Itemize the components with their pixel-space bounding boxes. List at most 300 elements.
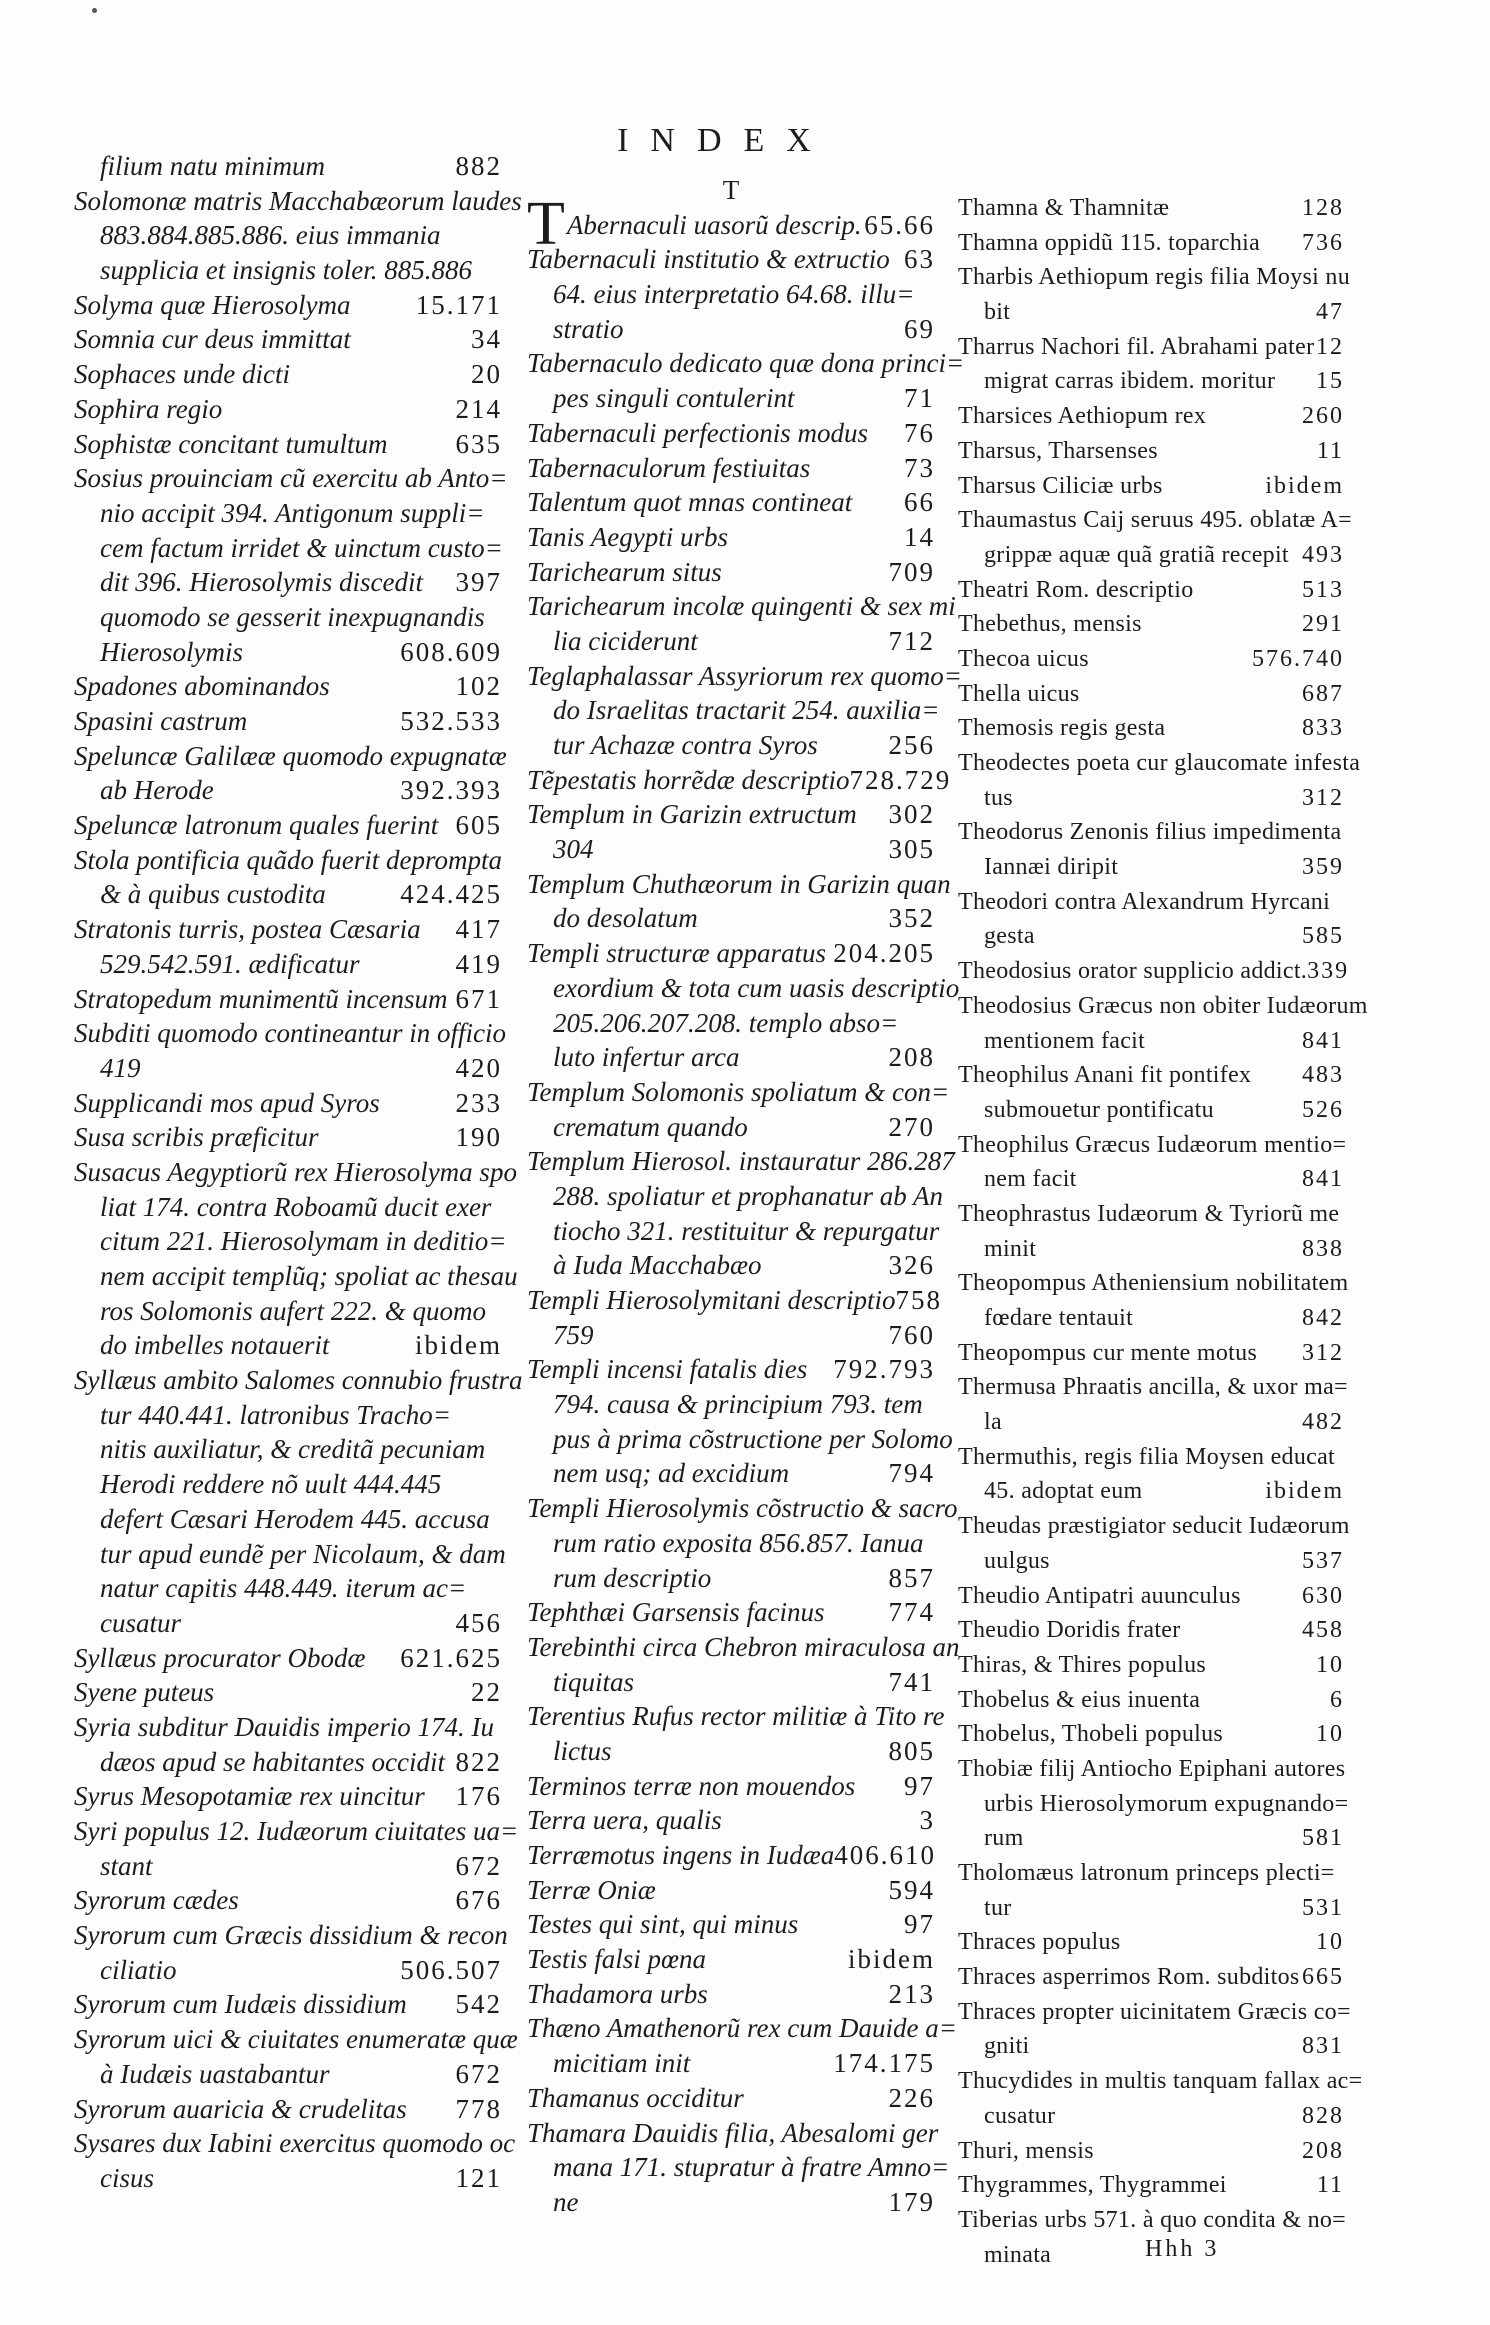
entry-text: supplicia et insignis toler. 885.886 (100, 255, 473, 286)
index-entry-continuation (527, 624, 935, 659)
entry-text: à Iuda Macchabæo (553, 1250, 762, 1281)
index-entry (74, 322, 502, 357)
page-reference: 794 (888, 1458, 935, 1489)
entry-text: Tarichearum incolæ quingenti & sex mi (527, 591, 956, 622)
index-entry (74, 1155, 517, 1190)
page-reference: 65.66 (864, 209, 935, 240)
index-entry-continuation (527, 1561, 935, 1596)
entry-text: Herodi reddere nõ uult 444.445 (100, 1469, 442, 1500)
page-reference: 728.729 (849, 764, 952, 795)
page-reference: 741 (888, 1666, 935, 1697)
entry-text: 883.884.885.886. eius immania (100, 220, 441, 251)
page-reference: 226 (888, 2082, 935, 2113)
page-reference: 208 (1302, 2137, 1344, 2164)
entry-text: Syllæus ambito Salomes connubio frustra (74, 1365, 523, 1396)
index-entry-continuation (74, 1190, 502, 1225)
index-entry-continuation (527, 1456, 935, 1491)
entry-text: defert Cæsari Herodem 445. accusa (100, 1503, 490, 1534)
page-reference: 608.609 (400, 636, 502, 667)
index-entry-continuation (527, 312, 935, 347)
index-column-2 (527, 173, 965, 2220)
entry-text: Iannæi diripit (984, 854, 1119, 881)
entry-text: urbis Hierosolymorum expugnando= (984, 1790, 1349, 1817)
page-reference: 6 (1330, 1686, 1344, 1713)
index-entry-continuation (74, 1259, 518, 1294)
index-entry (958, 226, 1344, 261)
entry-text: Thæno Amathenorũ rex cum Dauide a= (527, 2013, 957, 2044)
entry-text: tur apud eundẽ per Nicolaum, & dam (100, 1538, 506, 1569)
page-reference: 736 (1302, 229, 1344, 256)
index-entry-continuation (74, 1398, 502, 1433)
index-entry-continuation (527, 2046, 935, 2081)
page-reference: 456 (455, 1607, 502, 1638)
index-entry-continuation (74, 773, 502, 808)
index-entry (527, 346, 965, 381)
entry-text: Hierosolymis (100, 636, 243, 667)
entry-text: gniti (984, 2033, 1030, 2060)
entry-text: luto infertur arca (553, 1042, 740, 1073)
entry-text: Susa scribis præficitur (74, 1122, 319, 1153)
entry-text: Susacus Aegyptiorũ rex Hierosolyma spo (74, 1156, 517, 1187)
page-reference: 581 (1302, 1825, 1344, 1852)
page-reference: 179 (888, 2186, 935, 2217)
entry-text: Theodosius Græcus non obiter Iudæorum (958, 992, 1368, 1019)
index-entry-continuation (958, 538, 1344, 573)
entry-text: Thaumastus Caij seruus 495. oblatæ A= (958, 507, 1352, 534)
entry-text: filium natu minimum (100, 151, 326, 181)
page-reference: 585 (1302, 923, 1344, 950)
entry-text: Terræmotus ingens in Iudæa (527, 1840, 835, 1870)
index-entry (958, 2134, 1344, 2169)
entry-text: Thobelus & eius inuenta (958, 1686, 1201, 1713)
index-entry (74, 392, 502, 427)
index-entry (527, 1907, 935, 1942)
index-entry (958, 677, 1344, 712)
entry-text: pus à prima cõstructione per Solomo (553, 1423, 953, 1454)
page-reference: 63 (904, 244, 935, 275)
index-entry (958, 711, 1344, 746)
entry-text: Stola pontificia quãdo fuerit deprompta (74, 844, 502, 875)
index-entry (74, 1918, 508, 1953)
entry-text: Thamanus occiditur (527, 2082, 744, 2113)
page-reference: 69 (904, 313, 935, 344)
index-entry (958, 1683, 1344, 1718)
index-entry (527, 589, 956, 624)
entry-text: tur Achazæ contra Syros (553, 730, 818, 760)
index-entry-continuation (74, 2057, 502, 2092)
index-entry (958, 573, 1344, 608)
page-reference: ibidem (1265, 472, 1344, 499)
index-entry (527, 1595, 935, 1630)
entry-text: 288. spoliatur et prophanatur ab An (553, 1180, 944, 1211)
entry-text: mentionem facit (984, 1027, 1146, 1054)
page-reference: 513 (1302, 576, 1344, 603)
index-entry-continuation (74, 565, 502, 600)
page-reference: 71 (904, 383, 935, 414)
index-entry (958, 815, 1344, 850)
entry-text: Theudio Antipatri auunculus (958, 1582, 1241, 1609)
entry-text: tiocho 321. restituitur & repurgatur (553, 1215, 940, 1246)
entry-text: 64. eius interpretatio 64.68. illu= (553, 279, 915, 310)
index-entry (74, 1363, 523, 1398)
page-reference: 842 (1302, 1305, 1344, 1331)
entry-text (527, 189, 862, 258)
index-entry (74, 1675, 502, 1710)
index-entry (958, 746, 1361, 781)
index-entry (74, 1814, 519, 1849)
page-reference: 526 (1302, 1096, 1344, 1123)
page-reference: 397 (455, 567, 502, 598)
index-entry (958, 607, 1344, 642)
page-header-index: INDEX (617, 122, 833, 159)
index-entry (527, 555, 935, 590)
entry-text: Thebethus, mensis (958, 611, 1142, 638)
entry-text: Thobelus, Thobeli populus (958, 1721, 1224, 1748)
index-entry (74, 2022, 518, 2057)
index-entry (74, 1086, 502, 1121)
entry-text: Tabernaculi perfectionis modus (527, 417, 868, 448)
index-entry (74, 1641, 502, 1676)
entry-text: Terræ Oniæ (527, 1874, 656, 1905)
entry-text: Tharsus Ciliciæ urbs (958, 472, 1163, 499)
index-entry (527, 1977, 935, 2012)
index-entry (958, 2064, 1363, 2099)
entry-text: natur capitis 448.449. iterum ac= (100, 1573, 467, 1604)
entry-text: Templi Hierosolymis cõstructio & sacro (527, 1493, 958, 1524)
entry-text: Syria subditur Dauidis imperio 174. Iu (74, 1711, 495, 1742)
page-reference: 15 (1316, 368, 1344, 395)
index-entry-continuation (958, 2029, 1344, 2064)
index-entry (958, 989, 1368, 1024)
index-entry-continuation (527, 277, 935, 312)
page-reference: 671 (455, 983, 502, 1014)
entry-text: Testis falsi pœna (527, 1944, 707, 1975)
entry-text: Sysares dux Iabini exercitus quomodo oc (74, 2128, 516, 2159)
page-reference: 76 (904, 417, 935, 448)
entry-text: Templum Hierosol. instauratur 286.287 (527, 1146, 955, 1177)
index-entry (958, 191, 1344, 226)
entry-text: Theodosius orator supplicio addict. (958, 958, 1308, 985)
index-entry-continuation (527, 1040, 935, 1075)
index-entry-continuation (74, 1606, 502, 1641)
index-entry (74, 843, 502, 878)
entry-text: Templum in Garizin extructum (527, 799, 857, 830)
page-reference: 630 (1302, 1582, 1344, 1609)
entry-text: nem facit (984, 1166, 1077, 1193)
index-entry (527, 1873, 935, 1908)
entry-text: cusatur (984, 2102, 1056, 2129)
index-entry (958, 1613, 1344, 1648)
entry-text: crematum quando (553, 1111, 748, 1142)
index-entry (958, 1960, 1344, 1995)
page-reference: 97 (904, 1770, 935, 1801)
entry-text: Themosis regis gesta (958, 715, 1166, 742)
index-entry-continuation (527, 1422, 953, 1457)
index-entry (527, 485, 935, 520)
entry-text: 759 (553, 1319, 594, 1350)
index-entry-continuation (74, 1502, 502, 1537)
entry-text: Theudas præstigiator seducit Iudæorum (958, 1513, 1350, 1540)
index-entry-continuation (74, 635, 502, 670)
page-reference: 97 (904, 1909, 935, 1940)
entry-text: ros Solomonis aufert 222. & quomo (100, 1295, 487, 1326)
page-reference: 676 (455, 1885, 502, 1916)
index-entry (527, 2011, 957, 2046)
entry-text: Tephthæi Garsensis facinus (527, 1597, 825, 1628)
index-entry-continuation (958, 781, 1344, 816)
index-entry-continuation (958, 1544, 1344, 1579)
index-column-1 (74, 149, 523, 2196)
index-entry-continuation (527, 728, 935, 763)
index-entry (958, 954, 1350, 989)
index-entry (74, 1883, 502, 1918)
page-reference: 792.793 (833, 1354, 935, 1385)
entry-text: cusatur (100, 1607, 181, 1638)
entry-text: do imbelles notauerit (100, 1330, 330, 1361)
page-reference: 10 (1316, 1929, 1344, 1956)
page-reference: ibidem (848, 1944, 935, 1975)
page-reference: 176 (455, 1781, 502, 1812)
entry-text: Theopompus cur mente motus (958, 1339, 1258, 1366)
entry-text: 419 (100, 1052, 141, 1083)
page-reference: 11 (1316, 437, 1344, 464)
index-entry (527, 936, 935, 971)
entry-text: grippæ aquæ quã gratiã recepit (984, 541, 1289, 568)
entry-text: Theophrastus Iudæorum & Tyriorũ me (958, 1200, 1340, 1227)
page-reference: 458 (1302, 1617, 1344, 1644)
entry-text: Stratonis turris, postea Cæsaria (74, 914, 421, 945)
index-entry (74, 357, 502, 392)
index-entry (74, 2126, 516, 2161)
page-reference: 576.740 (1252, 645, 1344, 672)
entry-text: ne (553, 2186, 579, 2217)
entry-text: cisus (100, 2162, 154, 2193)
entry-text: 529.542.591. ædificatur (100, 948, 360, 979)
index-entry (74, 669, 502, 704)
entry-text: Thermuthis, regis filia Moysen educat (958, 1443, 1336, 1470)
index-entry-continuation (74, 1467, 502, 1502)
page-reference: 208 (888, 1042, 935, 1073)
page-reference: 758 (895, 1285, 942, 1315)
page-reference: 11 (1316, 2172, 1344, 2199)
index-entry (958, 2168, 1344, 2203)
entry-text: Subditi quomodo contineantur in officio (74, 1018, 506, 1049)
page-reference: 542 (455, 1989, 502, 2020)
entry-text: dit 396. Hierosolymis discedit (100, 567, 423, 598)
index-entry-continuation (958, 919, 1344, 954)
entry-text: la (984, 1409, 1002, 1436)
index-entry-continuation (527, 1318, 935, 1353)
index-entry (74, 982, 502, 1017)
index-entry (74, 1779, 502, 1814)
index-entry-continuation (958, 364, 1344, 399)
entry-text: lictus (553, 1735, 612, 1766)
page-reference: 291 (1302, 611, 1344, 638)
index-entry-continuation (74, 1537, 506, 1572)
signature-mark: Hhh 3 (1145, 2236, 1220, 2262)
page-reference: 359 (1302, 854, 1344, 881)
page-reference: 672 (455, 2058, 502, 2089)
entry-text: Thygrammes, Thygrammei (958, 2172, 1227, 2199)
index-entry-continuation (527, 971, 960, 1006)
entry-text: Theophilus Anani fit pontifex (958, 1062, 1252, 1089)
page-reference: 537 (1302, 1547, 1344, 1574)
entry-text: Tharrus Nachori fil. Abrahami pater (958, 333, 1315, 360)
index-entry-continuation (958, 1232, 1344, 1267)
entry-text: dæos apud se habitantes occidit (100, 1746, 445, 1777)
page-reference: 760 (888, 1319, 935, 1350)
entry-text: Theatri Rom. descriptio (958, 576, 1194, 603)
entry-text: stratio (553, 313, 624, 344)
index-entry (958, 642, 1344, 677)
page-reference: 532.533 (400, 706, 502, 736)
entry-text: bit (984, 299, 1011, 326)
index-entry (527, 2081, 935, 2116)
page-reference: 213 (888, 1978, 935, 2009)
index-entry (527, 1075, 950, 1110)
index-entry-continuation (527, 832, 935, 867)
page-reference: 22 (471, 1677, 502, 1708)
index-entry-continuation (74, 218, 502, 253)
entry-text: Theophilus Græcus Iudæorum mentio= (958, 1131, 1347, 1158)
index-entry (958, 1579, 1344, 1614)
entry-text: Tarichearum situs (527, 556, 722, 587)
index-entry (958, 1717, 1344, 1752)
page-reference: 594 (888, 1874, 935, 1905)
page-reference: 302 (888, 799, 935, 830)
index-entry-continuation (527, 1179, 944, 1214)
entry-text: Theudio Doridis frater (958, 1617, 1181, 1644)
scan-speck (92, 8, 97, 13)
entry-text: Thucydides in multis tanquam fallax ac= (958, 2068, 1363, 2095)
page-reference: 424.425 (400, 879, 502, 910)
index-entry (958, 503, 1352, 538)
index-entry (527, 189, 935, 258)
entry-text: cem factum irridet & uinctum custo= (100, 532, 503, 563)
entry-text: do desolatum (553, 903, 698, 934)
page-reference: 420 (455, 1052, 502, 1083)
entry-text: Syrus Mesopotamiæ rex uincitur (74, 1781, 425, 1812)
page-reference: 417 (455, 914, 502, 945)
entry-text: Tharsus, Tharsenses (958, 437, 1158, 464)
index-entry (958, 1509, 1350, 1544)
entry-text: Teglaphalassar Assyriorum rex quomo= (527, 660, 963, 691)
entry-text: tur 440.441. latronibus Tracho= (100, 1399, 452, 1430)
entry-text: Templi incensi fatalis dies (527, 1354, 808, 1385)
page-reference: 326 (888, 1250, 935, 1281)
index-entry-continuation (74, 1849, 502, 1884)
entry-text: Tabernaculorum festiuitas (527, 452, 811, 483)
page-reference: 665 (1302, 1964, 1344, 1991)
entry-text: Terentius Rufus rector militiæ à Tito re (527, 1701, 945, 1732)
page-reference: 841 (1302, 1166, 1344, 1193)
index-entry (527, 797, 935, 832)
entry-text: Supplicandi mos apud Syros (74, 1087, 380, 1118)
entry-text: Stratopedum munimentũ incensum (74, 983, 448, 1014)
index-entry-continuation (958, 1024, 1344, 1059)
page-reference: 805 (888, 1735, 935, 1766)
index-entry-continuation (958, 1093, 1344, 1128)
index-entry (74, 1120, 502, 1155)
entry-text: nem usq; ad excidium (553, 1458, 790, 1489)
index-entry (958, 1648, 1344, 1683)
index-entry-continuation (958, 1891, 1344, 1926)
page-reference: 482 (1302, 1409, 1344, 1436)
index-entry-continuation (74, 1328, 502, 1363)
page-reference: 66 (904, 487, 935, 518)
page-reference: 531 (1302, 1894, 1344, 1921)
page-reference: 712 (888, 625, 935, 656)
entry-text: mana 171. stupratur à fratre Amno= (553, 2152, 950, 2183)
page-reference: ibidem (1265, 1478, 1344, 1505)
index-entry (527, 242, 935, 277)
entry-text: Tẽpestatis horrẽdæ descriptio (527, 764, 850, 795)
entry-text: Sophira regio (74, 393, 223, 424)
index-entry (958, 1266, 1349, 1301)
entry-text: Speluncæ Galilææ quomodo expugnatæ (74, 740, 507, 771)
entry-text: Somnia cur deus immittat (74, 324, 351, 355)
page-reference: 882 (455, 151, 502, 181)
entry-text: Syrorum auaricia & crudelitas (74, 2093, 407, 2124)
index-entry (527, 659, 963, 694)
index-entry-continuation (527, 1214, 940, 1249)
index-entry (527, 1803, 935, 1838)
index-entry-continuation (74, 1745, 502, 1780)
index-entry (527, 1838, 935, 1873)
page-reference: 305 (888, 834, 935, 865)
index-entry-continuation (74, 1294, 502, 1329)
entry-text: Syrorum cum Græcis dissidium & recon (74, 1920, 508, 1951)
index-column-3 (958, 191, 1368, 2272)
index-entry-continuation (527, 1665, 935, 1700)
page-reference: 822 (455, 1746, 502, 1777)
index-entry (74, 461, 508, 496)
index-entry (74, 1987, 502, 2022)
index-entry-continuation (527, 1734, 935, 1769)
entry-text: minata (984, 2241, 1052, 2268)
page-reference: 34 (471, 324, 502, 355)
page-reference: 3 (919, 1805, 935, 1836)
index-entry-continuation (74, 1571, 502, 1606)
entry-text: Thamara Dauidis filia, Abesalomi ger (527, 2117, 939, 2148)
index-entry-continuation (74, 2161, 502, 2196)
index-entry-continuation (74, 947, 502, 982)
entry-text: Theodorus Zenonis filius impedimenta (958, 819, 1342, 846)
entry-text: Sosius prouinciam cũ exercitu ab Anto= (74, 463, 508, 494)
index-entry-continuation (527, 1248, 935, 1283)
entry-text: lia ciciderunt (553, 625, 698, 656)
page-reference: 672 (455, 1850, 502, 1881)
entry-text: tur (984, 1894, 1012, 1921)
page-reference: 392.393 (400, 775, 502, 806)
entry-text: Testes qui sint, qui minus (527, 1909, 799, 1940)
page-reference: 833 (1302, 715, 1344, 742)
page-reference: 256 (888, 730, 935, 760)
entry-text: Tabernaculo dedicato quæ dona princi= (527, 348, 965, 379)
entry-text: Thadamora urbs (527, 1978, 708, 2009)
entry-text: Thella uicus (958, 680, 1080, 707)
index-entry-continuation (74, 149, 502, 184)
entry-text: Syene puteus (74, 1677, 215, 1708)
entry-text: Theodori contra Alexandrum Hyrcani (958, 888, 1331, 915)
entry-text: Tharbis Aethiopum regis filia Moysi nu (958, 264, 1351, 291)
index-entry-continuation (74, 1224, 507, 1259)
entry-text: nitis auxiliatur, & creditã pecuniam (100, 1434, 486, 1465)
entry-text: Tharsices Aethiopum rex (958, 403, 1207, 430)
page-reference: 506.507 (400, 1954, 502, 1985)
entry-text: Talentum quot mnas contineat (527, 487, 853, 518)
index-entry (958, 1856, 1344, 1891)
